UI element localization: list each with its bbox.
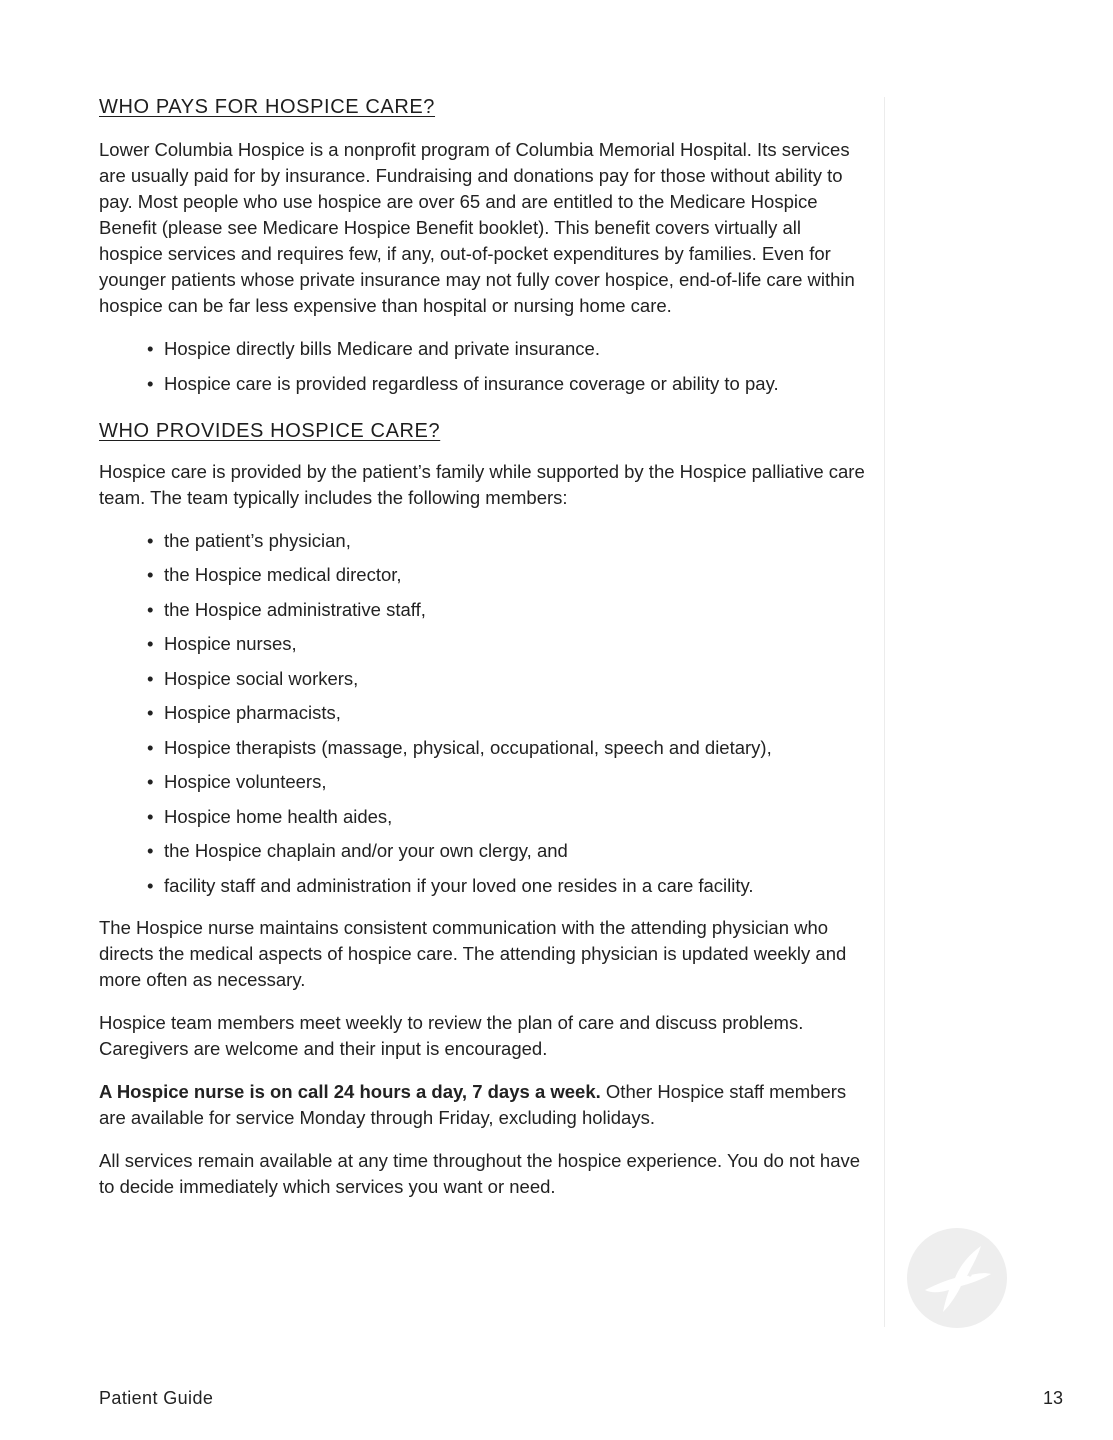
team-members-list [99, 528, 869, 899]
list-item: • Hospice nurses, [147, 631, 869, 657]
list-item: • Hospice directly bills Medicare and private insurance. [147, 336, 869, 362]
on-call-emphasis: A Hospice nurse is on call 24 hours a day, 7 days a week. [99, 1080, 601, 1102]
list-item: • the Hospice chaplain and/or your own clergy, and [147, 838, 869, 864]
nurse-communication-paragraph: The Hospice nurse maintains consistent communication with the attending physician who directs the medical aspects of hospice care. The attending physician is updated weekly and more often as necessary. [99, 916, 847, 990]
services-paragraph: All services remain available at any time throughout the hospice experience. You do not have to decide immediately which services you want or need. [99, 1149, 861, 1197]
on-call-paragraph [99, 1079, 869, 1131]
footer-guide-title: Patient Guide [99, 1388, 214, 1408]
on-call-rest: Other Hospice staff members are available for service Monday through Friday, excluding holidays. [99, 1080, 847, 1128]
payment-bullet-list [99, 336, 869, 397]
list-item: • Hospice therapists (massage, physical, occupational, speech and dietary), [147, 735, 869, 761]
page-number: 13 [1042, 1388, 1063, 1408]
list-item: • the patient’s physician, [147, 528, 869, 554]
list-item: • facility staff and administration if your loved one resides in a care facility. [147, 873, 869, 899]
list-item: • Hospice volunteers, [147, 769, 869, 795]
dove-eye [968, 1273, 971, 1276]
list-item: • the Hospice administrative staff, [147, 597, 869, 623]
vertical-divider [884, 97, 885, 1327]
page-content [99, 92, 869, 1200]
list-item: • Hospice care is provided regardless of insurance coverage or ability to pay. [147, 371, 869, 397]
section-heading-who-provides: WHO PROVIDES HOSPICE CARE? [99, 419, 441, 442]
who-provides-paragraph: Hospice care is provided by the patient’s family while supported by the Hospice palliative care team. The team typically includes the following members: [99, 460, 865, 508]
who-pays-paragraph: Lower Columbia Hospice is a nonprofit program of Columbia Memorial Hospital. Its services are usually paid for by insurance. Fundraising and donations pay for those without ability to pay. Most people who use hospice are over 65 and are entitled to the Medicare Hospice Benefit (please see Medicare Hospice Benefit booklet). This benefit covers virtually all hospice services and requires few, if any, out-of-pocket expenditures by families. Even for younger patients whose private insurance may not fully cover hospice, end-of-life care within hospice can be far less expensive than hospital or nursing home care. [99, 139, 855, 316]
section-heading-who-pays: WHO PAYS FOR HOSPICE CARE? [99, 96, 436, 118]
dove-icon [907, 1228, 1007, 1328]
list-item: • the Hospice medical director, [147, 562, 869, 588]
list-item: • Hospice social workers, [147, 666, 869, 692]
list-item: • Hospice home health aides, [147, 804, 869, 830]
list-item: • Hospice pharmacists, [147, 700, 869, 726]
team-meeting-paragraph: Hospice team members meet weekly to review the plan of care and discuss problems. Caregivers are welcome and their input is encouraged. [99, 1011, 804, 1059]
